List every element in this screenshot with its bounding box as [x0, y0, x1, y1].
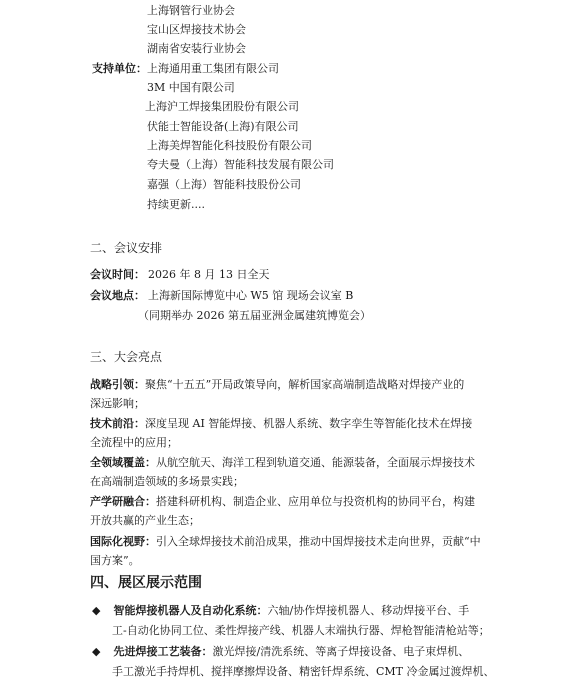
- highlight-text: 深度呈现 AI 智能焊接、机器人系统、数字孪生等智能化技术在焊接: [145, 417, 473, 430]
- scope-label: 智能焊接机器人及自动化系统：: [113, 604, 268, 617]
- highlight-text: 搭建科研机构、制造企业、应用单位与投资机构的协同平台，构建: [156, 495, 475, 508]
- highlight-item: [90, 535, 481, 549]
- support-unit: 持续更新....: [147, 198, 205, 211]
- scope-text: 激光焊接/清洗系统、等离子焊接设备、电子束焊机、: [212, 645, 470, 658]
- meeting-note: （同期举办 2026 第五届亚洲金属建筑博览会）: [138, 309, 371, 322]
- highlight-label: 国际化视野：: [90, 535, 156, 548]
- section-heading: 三、大会亮点: [90, 350, 163, 364]
- support-unit: 上海通用重工集团有限公司: [147, 62, 279, 75]
- support-unit: 上海沪工焊接集团股份有限公司: [145, 100, 299, 113]
- highlight-label: 产学研融合：: [90, 495, 156, 508]
- highlight-item: [90, 417, 472, 431]
- highlight-item: [90, 456, 475, 470]
- highlight-item: [90, 495, 475, 509]
- meeting-time-value: 2026 年 8 月 13 日全天: [148, 268, 270, 281]
- support-label: 支持单位：: [92, 62, 147, 75]
- highlight-text: 从航空航天、海洋工程到轨道交通、能源装备，全面展示焊接技术: [156, 456, 475, 469]
- meeting-place-label: 会议地点：: [90, 289, 145, 302]
- section-heading: 二、会议安排: [90, 241, 163, 255]
- scope-text-cont: 工-自动化协同工位、柔性焊接产线、机器人末端执行器、焊枪智能清枪站等；: [112, 624, 490, 637]
- highlight-label: 全领域覆盖：: [90, 456, 156, 469]
- scope-item: [92, 645, 469, 659]
- scope-text: 六轴/协作焊接机器人、移动焊接平台、手: [267, 604, 470, 617]
- highlight-text-cont: 深远影响；: [90, 397, 145, 410]
- diamond-bullet-icon: ◆: [92, 604, 101, 617]
- support-unit: 嘉强（上海）智能科技股份公司: [147, 178, 301, 191]
- highlight-label: 技术前沿：: [90, 417, 145, 430]
- highlight-label: 战略引领：: [90, 378, 145, 391]
- meeting-time-label: 会议时间：: [90, 268, 145, 281]
- assoc-line: 上海钢管行业协会: [147, 4, 235, 17]
- assoc-line: 宝山区焊接技术协会: [147, 23, 246, 36]
- assoc-line: 湖南省安装行业协会: [147, 42, 246, 55]
- scope-text-cont: 手工激光手持焊机、搅拌摩擦焊设备、精密钎焊系统、CMT 冷金属过渡焊机、: [112, 665, 495, 678]
- highlight-text: 引入全球焊接技术前沿成果，推动中国焊接技术走向世界，贡献“中: [156, 535, 481, 548]
- support-unit: 3M 中国有限公司: [147, 81, 235, 94]
- support-unit: 伏能士智能设备(上海)有限公司: [147, 120, 299, 133]
- support-unit: 夸夫曼（上海）智能科技发展有限公司: [147, 158, 334, 171]
- highlight-item: [90, 378, 464, 392]
- highlight-text-cont: 国方案”。: [90, 554, 140, 567]
- meeting-place-value: 上海新国际博览中心 W5 馆 现场会议室 B: [148, 289, 354, 302]
- highlight-text: 聚焦“十五五”开局政策导向，解析国家高端制造战略对焊接产业的: [145, 378, 465, 391]
- highlight-text-cont: 全流程中的应用；: [90, 436, 178, 449]
- scope-item: [92, 604, 469, 618]
- highlight-text-cont: 在高端制造领域的多场景实践；: [90, 475, 244, 488]
- highlight-text-cont: 开放共赢的产业生态；: [90, 514, 200, 527]
- diamond-bullet-icon: ◆: [92, 645, 101, 658]
- scope-label: 先进焊接工艺装备：: [113, 645, 213, 658]
- support-unit: 上海美焊智能化科技股份有限公司: [147, 139, 312, 152]
- section-heading: 四、展区展示范围: [90, 575, 202, 591]
